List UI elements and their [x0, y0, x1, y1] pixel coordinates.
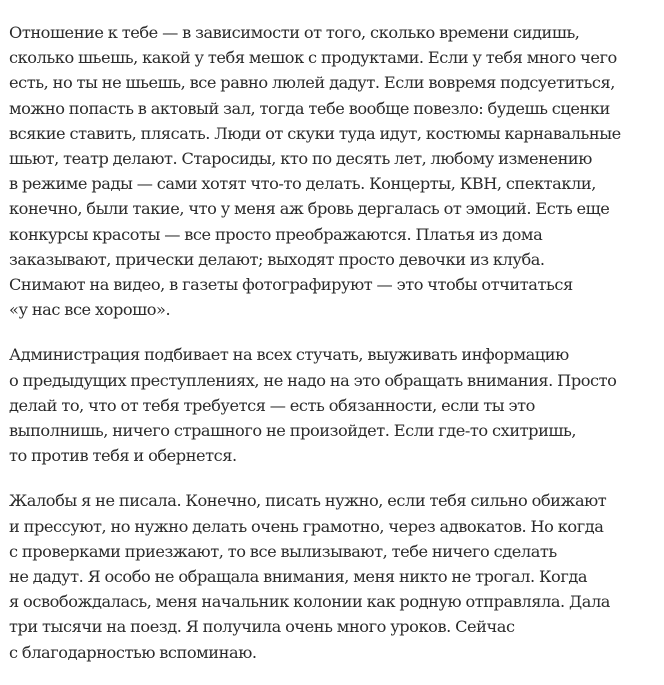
text-line: я освобождалась, меня начальник колонии как родную отправляла. Дала — [9, 592, 610, 612]
text-line: есть, но ты не шьешь, все равно люлей дадут. Если вовремя подсуетиться, — [9, 73, 615, 93]
text-line: Жалобы я не писала. Конечно, писать нужно, если тебя сильно обижают — [9, 491, 607, 511]
text-line: шьют, театр делают. Старосиды, кто по десять лет, любому изменению — [9, 149, 592, 169]
text-line: три тысячи на поезд. Я получила очень много уроков. Сейчас — [9, 617, 515, 637]
text-line: то против тебя и обернется. — [9, 446, 237, 466]
text-line: конечно, были такие, что у меня аж бровь дергалась от эмоций. Есть еще — [9, 199, 610, 219]
text-line: можно попасть в актовый зал, тогда тебе вообще повезло: будешь сценки — [9, 98, 610, 118]
text-line: «у нас все хорошо». — [9, 300, 171, 320]
text-line: сколько шьешь, какой у тебя мешок с продуктами. Если у тебя много чего — [9, 48, 617, 68]
paragraph-2 — [9, 342, 661, 468]
text-line: всякие ставить, плясать. Люди от скуки туда идут, костюмы карнавальные — [9, 123, 621, 143]
text-line: с благодарностью вспоминаю. — [9, 642, 257, 662]
text-line: с проверками приезжают, то все вылизывают, тебе ничего сделать — [9, 541, 557, 561]
text-line: Отношение к тебе — в зависимости от того, сколько времени сидишь, — [9, 23, 580, 42]
text-line: делай то, что от тебя требуется — есть обязанности, если ты это — [9, 395, 535, 415]
text-line: Администрация подбивает на всех стучать, выуживать информацию — [9, 345, 569, 365]
text-line: о предыдущих преступлениях, не надо на это обращать внимания. Просто — [9, 370, 617, 390]
text-line: заказывают, прически делают; выходят просто девочки из клуба. — [9, 249, 545, 269]
text-line: в режиме рады — сами хотят что-то делать. Концерты, КВН, спектакли, — [9, 174, 596, 194]
paragraph-3 — [9, 488, 661, 664]
text-line: и прессуют, но нужно делать очень грамотно, через адвокатов. Но когда — [9, 516, 604, 536]
text-line: выполнишь, ничего страшного не произойдет. Если где-то схитришь, — [9, 421, 577, 441]
paragraph-1 — [9, 20, 661, 322]
text-line: конкурсы красоты — все просто преображаются. Платья из дома — [9, 224, 543, 244]
article-text — [9, 20, 661, 685]
text-line: Снимают на видео, в газеты фотографируют — это чтобы отчитаться — [9, 275, 573, 295]
text-line: не дадут. Я особо не обращала внимания, меня никто не трогал. Когда — [9, 567, 588, 587]
